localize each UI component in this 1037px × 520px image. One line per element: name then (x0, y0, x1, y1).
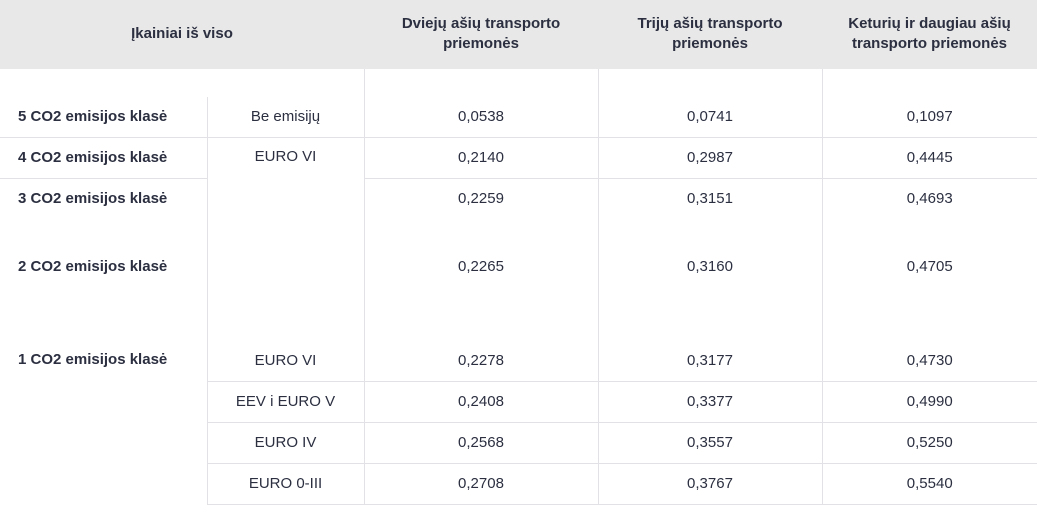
column-header-total-rates: Įkainiai iš viso (0, 0, 364, 69)
euro-standard-label: EURO VI (207, 137, 364, 315)
gap-row (0, 315, 1037, 341)
euro-standard-label: EURO 0-III (207, 463, 364, 504)
column-header-two-axle: Dviejų ašių transporto priemonės (364, 0, 598, 69)
rate-two-axle: 0,2278 (364, 341, 598, 382)
emission-class-label: 3 CO2 emisijos klasė (0, 178, 207, 219)
table-row (0, 178, 1037, 219)
rate-two-axle: 0,2568 (364, 422, 598, 463)
rate-four-axle: 0,4693 (822, 178, 1037, 219)
table-row (0, 341, 1037, 382)
rate-three-axle: 0,3767 (598, 463, 822, 504)
rate-two-axle: 0,0538 (364, 97, 598, 138)
rate-three-axle: 0,3151 (598, 178, 822, 219)
emission-class-label: 4 CO2 emisijos klasė (0, 137, 207, 178)
rate-four-axle: 0,1097 (822, 97, 1037, 138)
table-row (0, 97, 1037, 138)
spacer-cell (0, 69, 207, 97)
spacer-cell (364, 69, 598, 97)
euro-standard-label: EURO VI (207, 341, 364, 382)
rate-three-axle: 0,3557 (598, 422, 822, 463)
rate-three-axle: 0,3377 (598, 381, 822, 422)
rate-three-axle: 0,0741 (598, 97, 822, 138)
rate-three-axle: 0,2987 (598, 137, 822, 178)
rate-four-axle: 0,4990 (822, 381, 1037, 422)
table-row (0, 219, 1037, 315)
gap-cell (207, 315, 364, 341)
gap-cell (364, 315, 598, 341)
euro-standard-label: EURO IV (207, 422, 364, 463)
rate-four-axle: 0,4730 (822, 341, 1037, 382)
table-head (0, 0, 1037, 69)
rate-two-axle: 0,2408 (364, 381, 598, 422)
gap-cell (598, 315, 822, 341)
emission-class-label: 2 CO2 emisijos klasė (0, 219, 207, 315)
spacer-cell (822, 69, 1037, 97)
rate-four-axle: 0,4445 (822, 137, 1037, 178)
rate-four-axle: 0,5540 (822, 463, 1037, 504)
gap-cell (822, 315, 1037, 341)
emission-class-label: 5 CO2 emisijos klasė (0, 97, 207, 138)
emission-class-label: 1 CO2 emisijos klasė (0, 341, 207, 505)
rate-three-axle: 0,3177 (598, 341, 822, 382)
table-body (0, 69, 1037, 505)
rate-three-axle: 0,3160 (598, 219, 822, 315)
euro-standard-label: EEV i EURO V (207, 381, 364, 422)
rate-two-axle: 0,2708 (364, 463, 598, 504)
rate-four-axle: 0,4705 (822, 219, 1037, 315)
spacer-cell (598, 69, 822, 97)
euro-standard-label: Be emisijų (207, 97, 364, 138)
rate-two-axle: 0,2259 (364, 178, 598, 219)
gap-cell (0, 315, 207, 341)
column-header-four-axle: Keturių ir daugiau ašių transporto priemonės (822, 0, 1037, 69)
rate-two-axle: 0,2265 (364, 219, 598, 315)
spacer-cell (207, 69, 364, 97)
spacer-row (0, 69, 1037, 97)
table-row (0, 137, 1037, 178)
column-header-three-axle: Trijų ašių transporto priemonės (598, 0, 822, 69)
rate-two-axle: 0,2140 (364, 137, 598, 178)
header-row (0, 0, 1037, 69)
rate-four-axle: 0,5250 (822, 422, 1037, 463)
